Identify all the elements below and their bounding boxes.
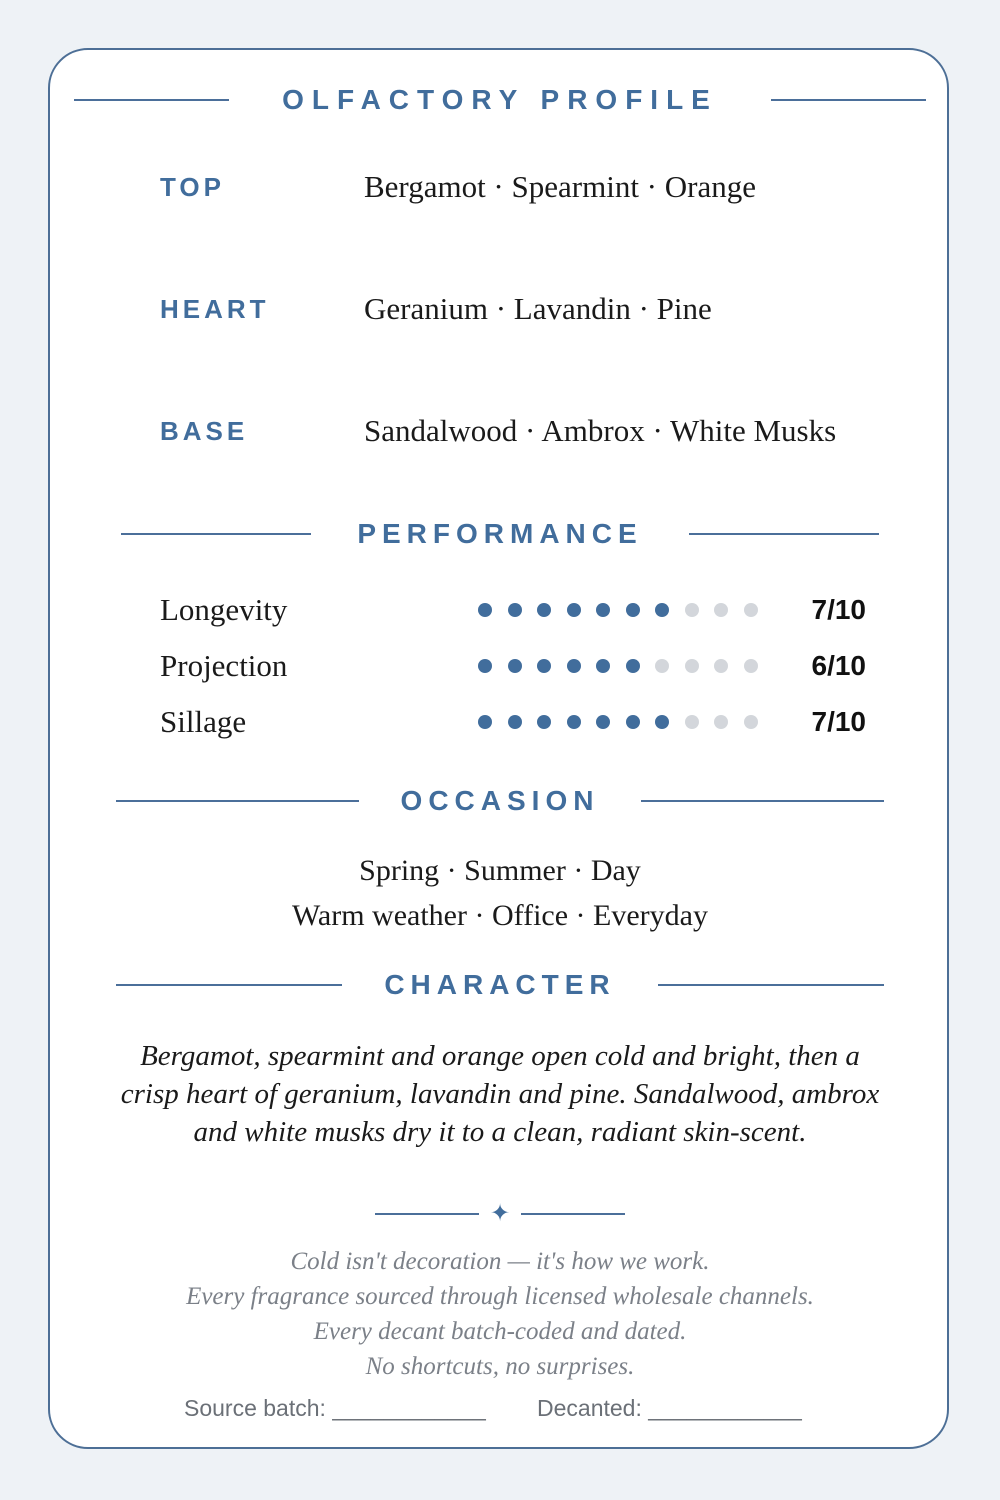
metric-score: 7/10: [811, 594, 866, 625]
occasion-line-1: Spring · Summer · Day: [359, 854, 641, 887]
source-batch-blank[interactable]: ____________: [332, 1395, 486, 1421]
note-value-heart: Geranium · Lavandin · Pine: [364, 291, 712, 326]
rating-dot-filled: [596, 603, 610, 617]
metric-label: Sillage: [160, 704, 247, 739]
footer-line-3: Every decant batch-coded and dated.: [313, 1318, 687, 1345]
header-rule-right: [658, 984, 884, 986]
rating-dot-filled: [537, 715, 551, 729]
olfactory-profile-header: [0, 80, 1000, 120]
metric-score: 7/10: [811, 706, 866, 737]
decanted-field: [537, 1392, 802, 1424]
rating-dot-filled: [626, 603, 640, 617]
performance-header: [0, 514, 1000, 554]
rating-dot-filled: [567, 603, 581, 617]
rating-dot-filled: [596, 715, 610, 729]
character-header: [0, 965, 1000, 1005]
performance-title: PERFORMANCE: [357, 518, 643, 549]
rating-dot-filled: [508, 603, 522, 617]
rating-dot-filled: [508, 715, 522, 729]
rating-dot-empty: [714, 715, 728, 729]
character-line-1: Bergamot, spearmint and orange open cold and bright, then a: [140, 1040, 860, 1072]
footer-line-4: No shortcuts, no surprises.: [365, 1353, 635, 1380]
rating-dot-empty: [685, 715, 699, 729]
decanted-label: Decanted:: [537, 1395, 642, 1421]
ornament-rule-right: [521, 1213, 625, 1215]
rating-dot-filled: [655, 715, 669, 729]
rating-dot-filled: [537, 603, 551, 617]
footer-line-1: Cold isn't decoration — it's how we work.: [290, 1248, 710, 1275]
character-title: CHARACTER: [384, 969, 616, 1000]
source-batch-label: Source batch:: [184, 1395, 326, 1421]
source-batch-field: [184, 1392, 486, 1424]
metric-longevity: [0, 590, 1000, 630]
metric-score: 6/10: [811, 650, 866, 681]
rating-dot-empty: [685, 603, 699, 617]
rating-dot-filled: [567, 715, 581, 729]
rating-dot-filled: [596, 659, 610, 673]
rating-dot-filled: [478, 603, 492, 617]
four-pointed-star-icon: ✦: [489, 1199, 511, 1227]
header-rule-right: [771, 99, 926, 101]
occasion-title: OCCASION: [400, 785, 600, 816]
ornament-rule-left: [375, 1213, 479, 1215]
rating-dot-filled: [626, 659, 640, 673]
metric-label: Longevity: [160, 592, 288, 627]
olfactory-profile-title: OLFACTORY PROFILE: [282, 84, 718, 115]
rating-dot-filled: [626, 715, 640, 729]
profile-card: [48, 48, 949, 1449]
character-line-3: and white musks dry it to a clean, radiant skin-scent.: [193, 1116, 807, 1148]
rating-dot-empty: [714, 603, 728, 617]
rating-dot-filled: [508, 659, 522, 673]
rating-dot-filled: [537, 659, 551, 673]
decanted-blank[interactable]: ____________: [648, 1395, 802, 1421]
note-label-heart: HEART: [160, 294, 270, 324]
rating-dot-empty: [655, 659, 669, 673]
rating-dot-empty: [744, 659, 758, 673]
rating-dot-empty: [744, 603, 758, 617]
footer-line-2: Every fragrance sourced through licensed wholesale channels.: [186, 1283, 814, 1310]
character-line-2: crisp heart of geranium, lavandin and pine. Sandalwood, ambrox: [120, 1078, 880, 1110]
rating-dot-empty: [714, 659, 728, 673]
rating-dot-empty: [744, 715, 758, 729]
note-label-base: BASE: [160, 416, 249, 446]
note-value-base: Sandalwood · Ambrox · White Musks: [364, 413, 837, 448]
metric-projection: [0, 646, 1000, 686]
occasion-header: [0, 781, 1000, 821]
occasion-line-2: Warm weather · Office · Everyday: [292, 899, 708, 932]
header-rule-right: [641, 800, 884, 802]
header-rule-right: [689, 533, 879, 535]
metric-sillage: [0, 702, 1000, 742]
rating-dot-filled: [478, 715, 492, 729]
rating-dot-filled: [478, 659, 492, 673]
rating-dot-filled: [567, 659, 581, 673]
note-value-top: Bergamot · Spearmint · Orange: [364, 169, 756, 204]
metric-label: Projection: [160, 648, 288, 683]
note-label-top: TOP: [160, 172, 225, 202]
rating-dot-filled: [655, 603, 669, 617]
rating-dot-empty: [685, 659, 699, 673]
